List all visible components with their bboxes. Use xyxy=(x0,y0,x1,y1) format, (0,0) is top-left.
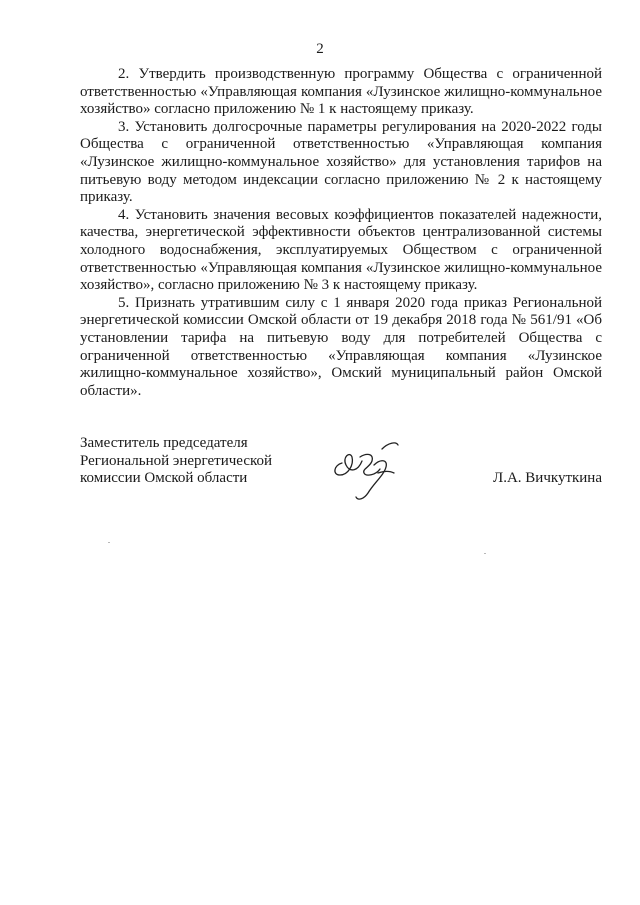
signer-title-line-2: Региональной энергетической xyxy=(80,452,273,469)
scan-speck xyxy=(108,542,110,543)
scan-speck xyxy=(484,553,486,554)
paragraph-3: 3. Установить долгосрочные параметры регулирования на 2020-2022 годы Общества с ограниченной ответственностью «Управляющая компания «Лузинское жилищно-коммунальное хозяйство» для установления тарифов на питьевую воду методом индексации согласно приложению № 2 к настоящему приказу. xyxy=(80,118,602,206)
page-number: 2 xyxy=(316,41,324,57)
signer-title-line-1: Заместитель председателя xyxy=(80,435,248,451)
signer-title-line-3: комиссии Омской области xyxy=(80,470,248,487)
signer-title xyxy=(80,435,272,488)
signature-block xyxy=(80,435,602,515)
signer-name: Л.А. Вичкуткина xyxy=(493,470,602,486)
paragraph-5: 5. Признать утратившим силу с 1 января 2020 года приказ Региональной энергетической комиссии Омской области от 19 декабря 2018 года № 561/91 «Об установлении тарифа на питьевую воду для потребителей Общества с ограниченной ответственностью «Управляющая компания «Лузинское жилищно-коммунальное хозяйство», Омский муниципальный район Омской области». xyxy=(80,294,602,399)
paragraph-4: 4. Установить значения весовых коэффициентов показателей надежности, качества, энергетической эффективности объектов централизованной системы холодного водоснабжения, эксплуатируемых Обществом с ограниченной ответственностью «Управляющая компания «Лузинское жилищно-коммунальное хозяйство», согласно приложению № 3 к настоящему приказу. xyxy=(80,206,602,294)
document-body xyxy=(80,66,602,400)
paragraph-2: 2. Утвердить производственную программу Общества с ограниченной ответственностью «Управляющая компания «Лузинское жилищно-коммунальное хозяйство» согласно приложению № 1 к настоящему приказу. xyxy=(80,66,602,118)
handwritten-signature xyxy=(328,435,408,505)
